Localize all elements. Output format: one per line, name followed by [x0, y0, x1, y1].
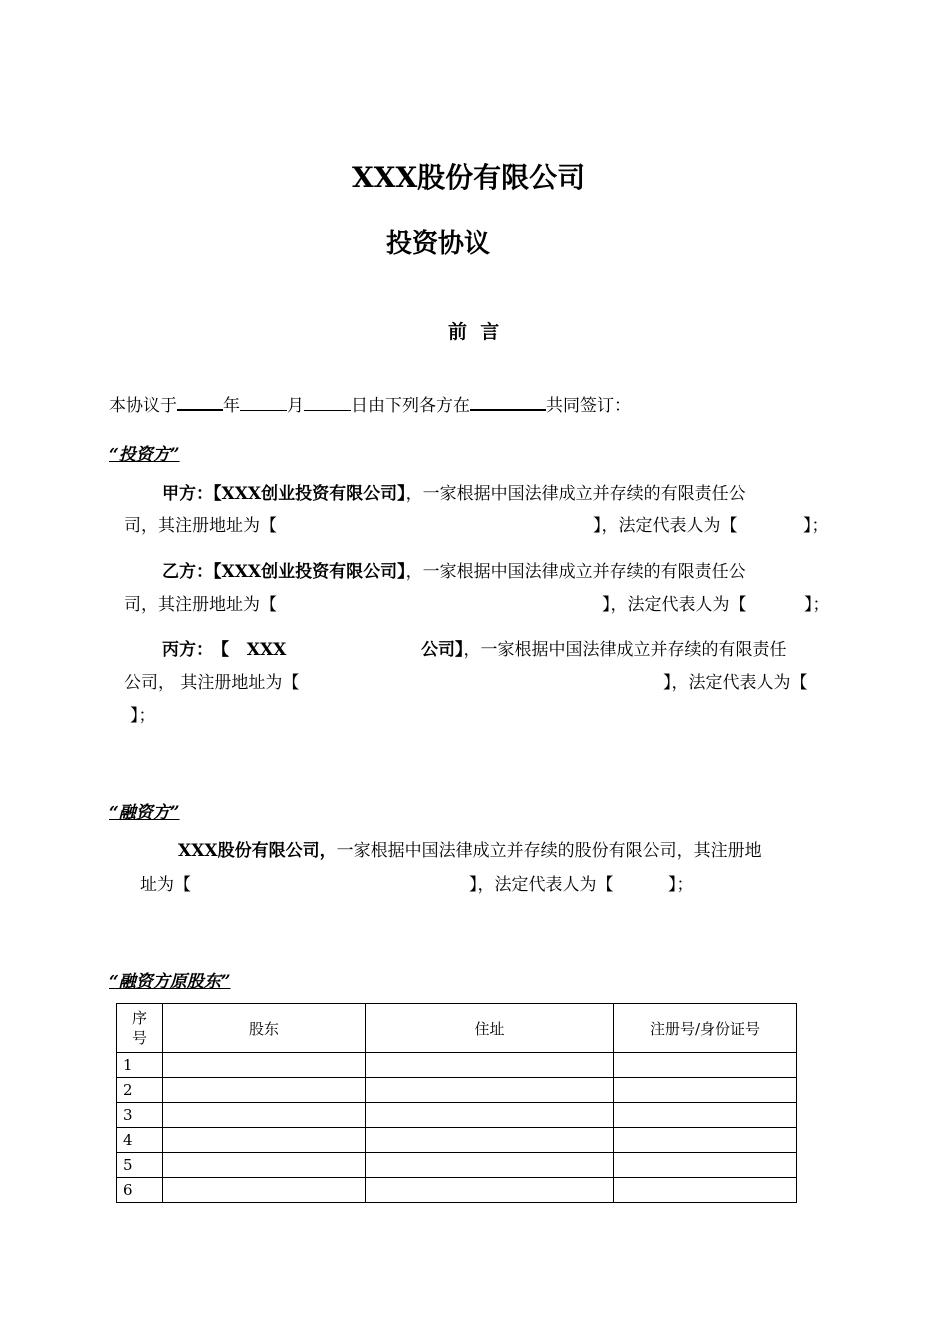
party-a-role: 甲方： — [162, 484, 213, 504]
shareholder-cell — [163, 1078, 366, 1103]
address-cell — [366, 1128, 614, 1153]
financier-desc: 一家根据中国法律成立并存续的股份有限公司，其注册地 — [336, 841, 762, 861]
party-a-line1 — [162, 486, 746, 503]
financier-mid: 】，法定代表人为【 — [469, 875, 614, 895]
shareholder-cell — [163, 1103, 366, 1128]
header-address: 住址 — [366, 1004, 614, 1053]
table-row — [117, 1078, 797, 1103]
row-index: 6 — [117, 1178, 163, 1203]
document-title: XXX股份有限公司 — [352, 161, 586, 194]
party-a-desc: ，一家根据中国法律成立并存续的有限责任公 — [405, 484, 746, 504]
year-blank — [177, 395, 223, 411]
table-row — [117, 1053, 797, 1078]
table-row — [117, 1103, 797, 1128]
party-a-mid: 】，法定代表人为【 — [593, 516, 738, 536]
original-shareholders-label: “融资方原股东” — [109, 972, 231, 992]
intro-prefix: 本协议于 — [109, 396, 177, 416]
id-cell — [614, 1103, 797, 1128]
party-b-desc: ，一家根据中国法律成立并存续的有限责任公 — [405, 562, 746, 582]
shareholder-cell — [163, 1178, 366, 1203]
id-cell — [614, 1128, 797, 1153]
intro-year: 年 — [223, 396, 240, 416]
id-cell — [614, 1078, 797, 1103]
party-b-prefix: 司，其注册地址为【 — [124, 595, 277, 615]
header-shareholder: 股东 — [163, 1004, 366, 1053]
financier-end: 】； — [668, 875, 694, 895]
table-row — [117, 1128, 797, 1153]
party-b-role: 乙方： — [162, 562, 213, 582]
financier-name: XXX股份有限公司， — [178, 841, 337, 861]
header-id-number: 注册号/身份证号 — [614, 1004, 797, 1053]
address-cell — [366, 1078, 614, 1103]
shareholder-cell — [163, 1153, 366, 1178]
table-row — [117, 1178, 797, 1203]
party-b-end: 】； — [804, 595, 830, 615]
row-index: 4 — [117, 1128, 163, 1153]
intro-suffix: 共同签订： — [546, 396, 631, 416]
party-c-line3: 】； — [130, 706, 156, 726]
document-subtitle: 投资协议 — [386, 229, 491, 259]
address-cell — [366, 1053, 614, 1078]
party-c-mid: 】，法定代表人为【 — [663, 673, 808, 693]
party-a-name: 【XXX创业投资有限公司】 — [213, 484, 406, 504]
place-blank — [470, 395, 546, 411]
table-row — [117, 1153, 797, 1178]
address-cell — [366, 1153, 614, 1178]
table-header-row — [117, 1004, 797, 1053]
row-index: 1 — [117, 1053, 163, 1078]
intro-line — [109, 395, 631, 415]
shareholders-table — [116, 1003, 797, 1203]
party-c-name-start: 【 XXX — [212, 640, 287, 660]
row-index: 3 — [117, 1103, 163, 1128]
party-b-name: 【XXX创业投资有限公司】 — [213, 562, 406, 582]
financier-prefix: 址为【 — [140, 875, 191, 895]
intro-day: 日由下列各方在 — [351, 396, 470, 416]
party-a-end: 】； — [803, 516, 829, 536]
id-cell — [614, 1178, 797, 1203]
row-index: 5 — [117, 1153, 163, 1178]
id-cell — [614, 1053, 797, 1078]
financier-line1 — [178, 843, 762, 860]
party-c-name-end: 公司】 — [421, 640, 464, 660]
party-a-prefix: 司，其注册地址为【 — [124, 516, 277, 536]
month-blank — [240, 396, 287, 411]
id-cell — [614, 1153, 797, 1178]
day-blank — [304, 396, 351, 411]
party-c-role: 丙方： — [162, 640, 213, 660]
shareholder-cell — [163, 1128, 366, 1153]
row-index: 2 — [117, 1078, 163, 1103]
party-c-prefix: 公司， 其注册地址为【 — [124, 673, 300, 693]
intro-month: 月 — [287, 396, 304, 416]
shareholder-cell — [163, 1053, 366, 1078]
preface-heading: 前 言 — [448, 321, 500, 343]
investors-label: “投资方” — [109, 445, 180, 465]
financier-label: “融资方” — [109, 803, 180, 823]
party-c-name-end-line — [421, 642, 787, 659]
party-b-line1 — [162, 564, 746, 581]
party-c-desc: ，一家根据中国法律成立并存续的有限责任 — [463, 640, 787, 660]
address-cell — [366, 1178, 614, 1203]
header-index: 序 号 — [117, 1004, 163, 1053]
party-b-mid: 】，法定代表人为【 — [602, 595, 747, 615]
address-cell — [366, 1103, 614, 1128]
